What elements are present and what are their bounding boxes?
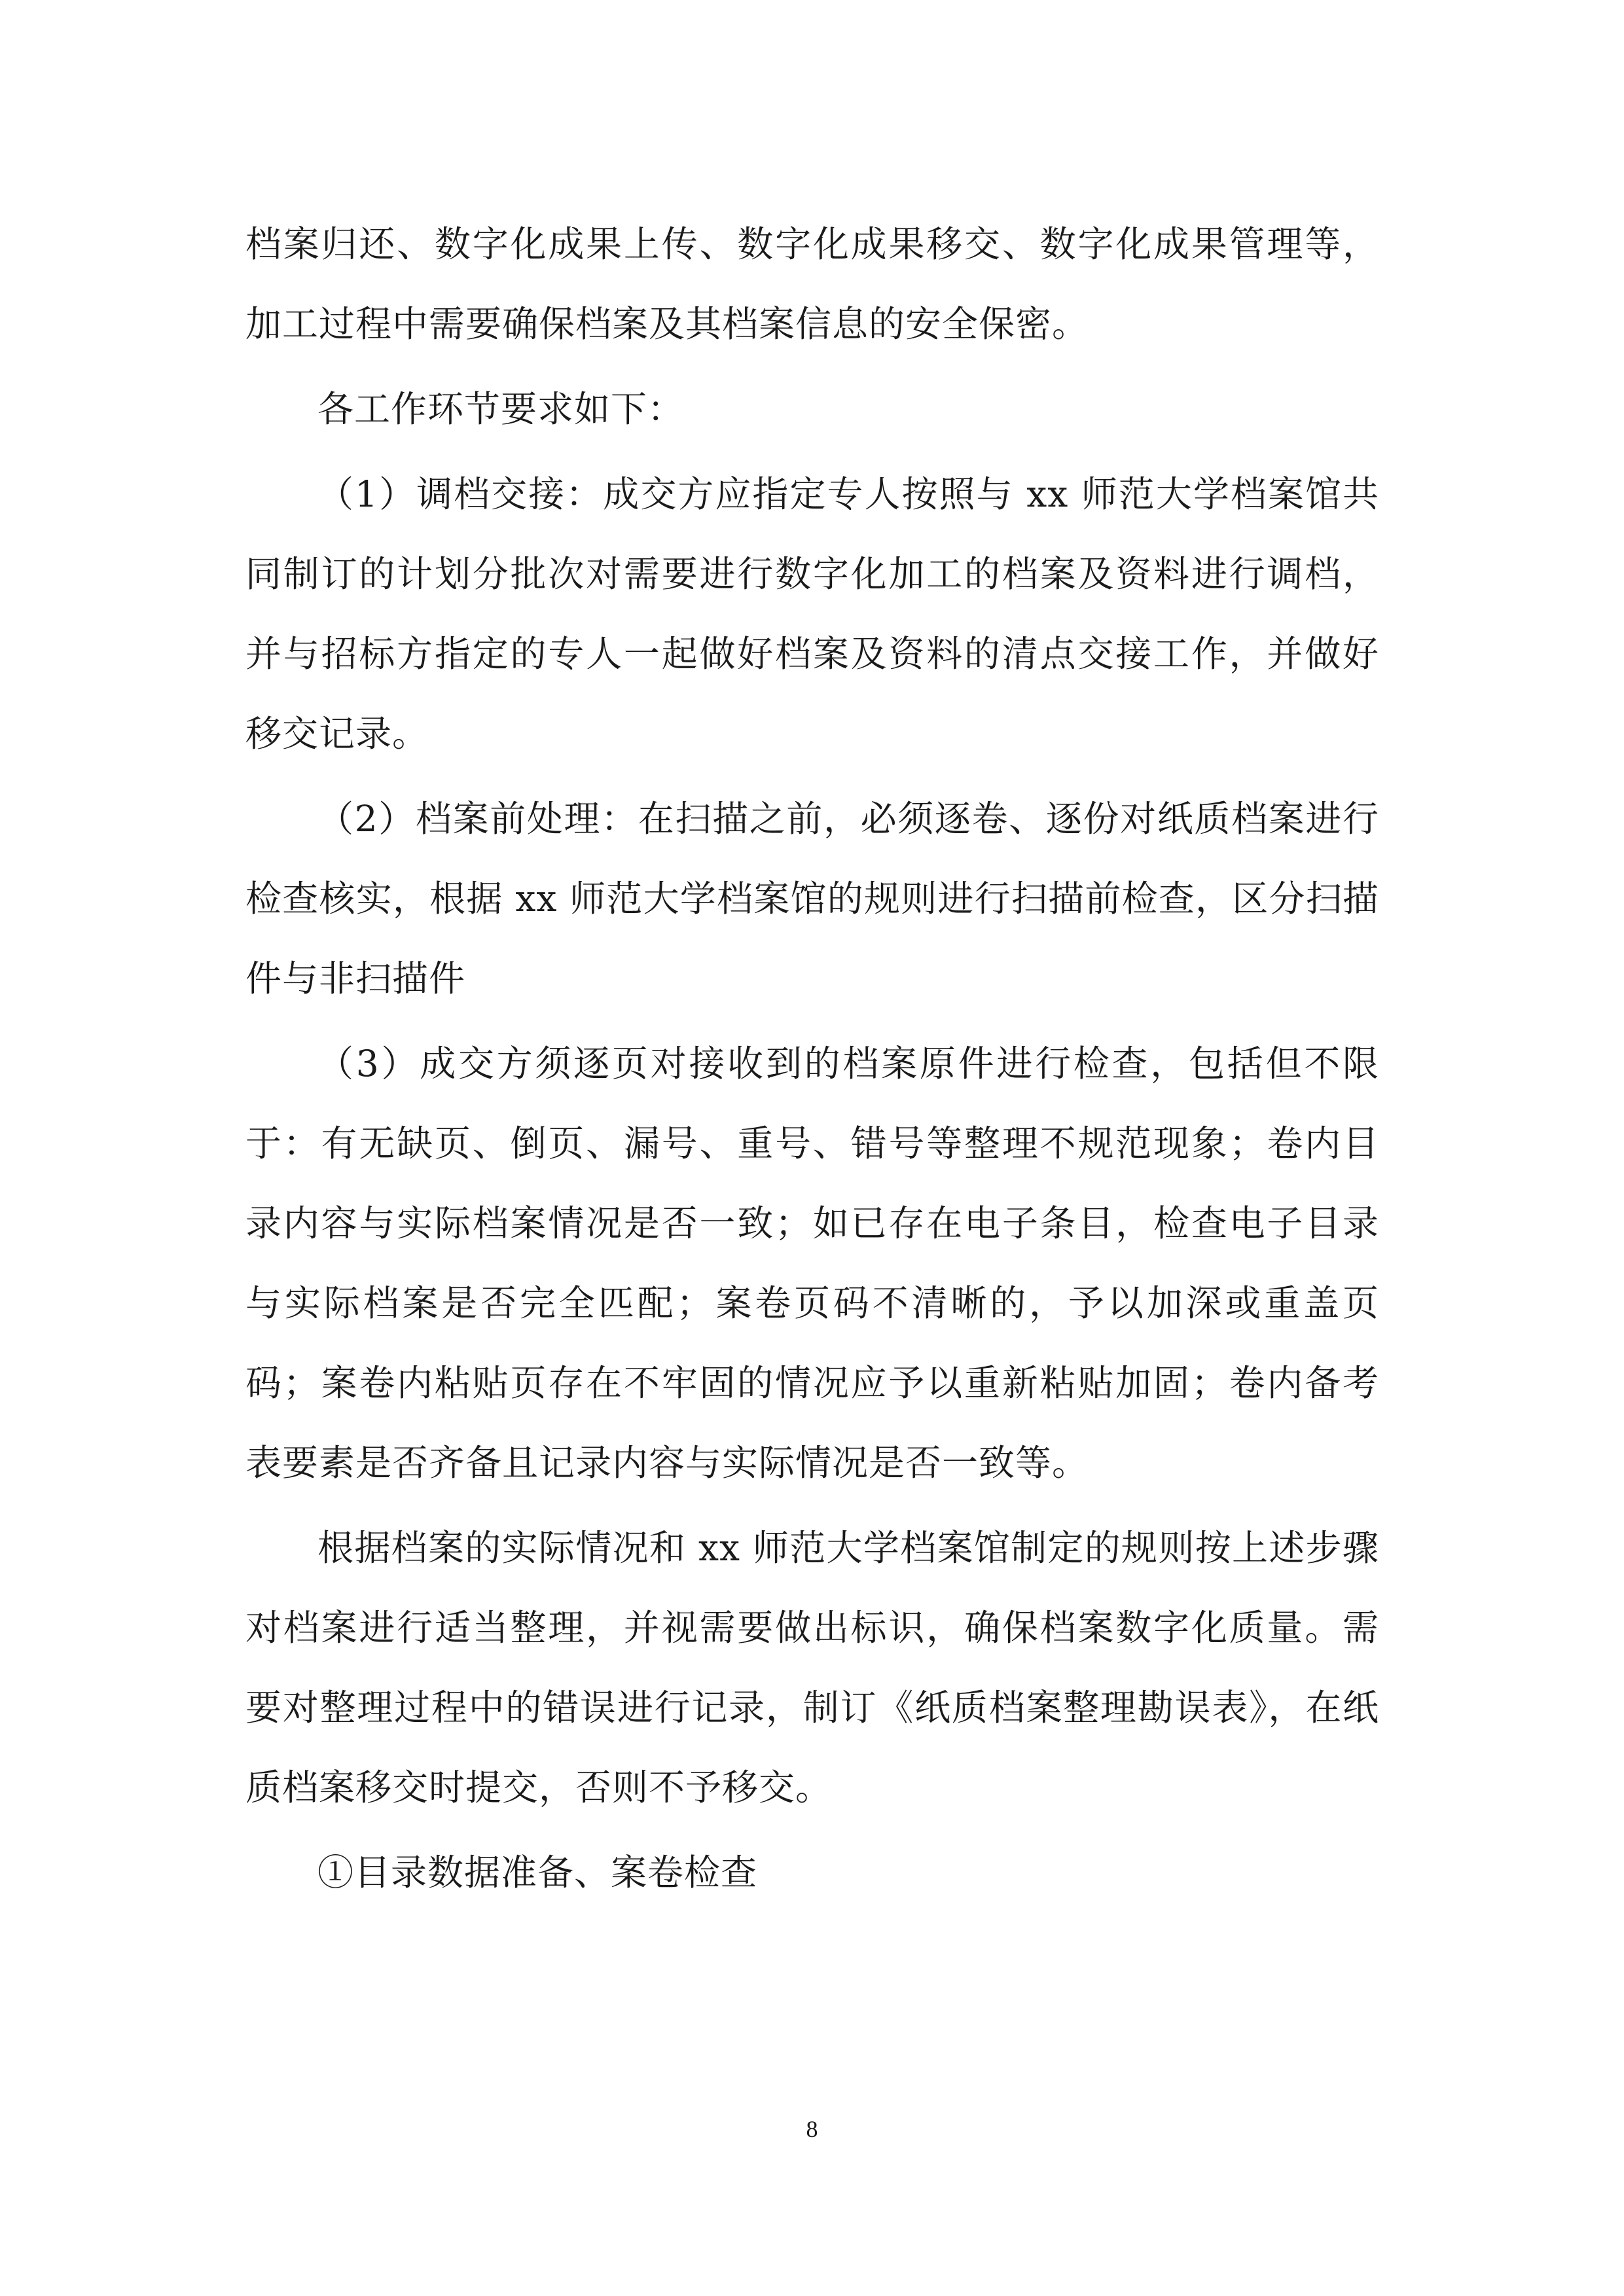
paragraph-item-3: （3）成交方须逐页对接收到的档案原件进行检查，包括但不限于：有无缺页、倒页、漏号、重号、错号等整理不规范现象；卷内目录内容与实际档案情况是否一致；如已存在电子条目，检查电子目录与实际档案是否完全匹配；案卷页码不清晰的，予以加深或重盖页码；案卷内粘贴页存在不牢固的情况应予以重新粘贴加固；卷内备考表要素是否齐备且记录内容与实际情况是否一致等。 bbox=[245, 1043, 1379, 1484]
paragraph-continuation: 档案归还、数字化成果上传、数字化成果移交、数字化成果管理等，加工过程中需要确保档案及其档案信息的安全保密。 bbox=[245, 223, 1379, 345]
page-number: 8 bbox=[806, 2116, 818, 2142]
paragraph-subitem-1: ①目录数据准备、案卷检查 bbox=[317, 1852, 758, 1893]
paragraph-item-2: （2）档案前处理：在扫描之前，必须逐卷、逐份对纸质档案进行检查核实，根据 xx 师范大学档案馆的规则进行扫描前检查，区分扫描件与非扫描件 bbox=[245, 798, 1379, 999]
document-body bbox=[245, 204, 1379, 1918]
paragraph-requirements-intro: 各工作环节要求如下： bbox=[317, 388, 685, 430]
paragraph-item-1: （1）调档交接：成交方应指定专人按照与 xx 师范大学档案馆共同制订的计划分批次对需要进行数字化加工的档案及资料进行调档，并与招标方指定的专人一起做好档案及资料的清点交接工作，并做好移交记录。 bbox=[245, 473, 1379, 755]
paragraph-arrangement: 根据档案的实际情况和 xx 师范大学档案馆制定的规则按上述步骤对档案进行适当整理，并视需要做出标识，确保档案数字化质量。需要对整理过程中的错误进行记录，制订《纸质档案整理勘误表》，在纸质档案移交时提交，否则不予移交。 bbox=[245, 1527, 1379, 1808]
